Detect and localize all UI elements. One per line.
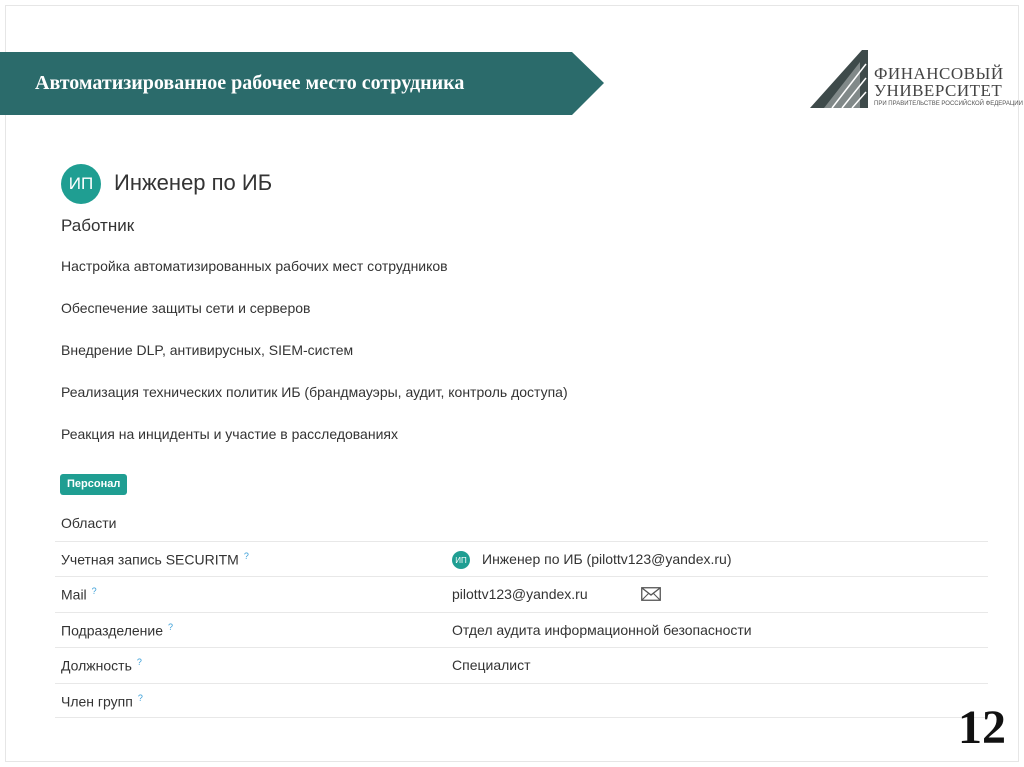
- logo-line-2: УНИВЕРСИТЕТ: [874, 81, 1003, 100]
- field-label: Должность ?: [61, 657, 142, 674]
- account-avatar: ИП: [452, 551, 470, 569]
- field-label: Mail ?: [61, 586, 97, 603]
- field-label: Член групп ?: [61, 693, 143, 710]
- field-label: Подразделение ?: [61, 622, 174, 639]
- account-link[interactable]: Инженер по ИБ (pilottv123@yandex.ru): [482, 551, 732, 567]
- help-icon[interactable]: ?: [168, 622, 174, 632]
- personnel-badge[interactable]: Персонал: [60, 474, 127, 495]
- university-logo: [810, 50, 1023, 114]
- field-label: Учетная запись SECURITM ?: [61, 551, 249, 568]
- field-row-mail: [55, 576, 988, 611]
- duty-item: Реакция на инциденты и участие в расследованиях: [61, 426, 398, 442]
- role-heading: Работник: [61, 216, 135, 235]
- field-row-position: [55, 647, 988, 682]
- field-row-groups: [55, 683, 988, 718]
- logo-line-1: ФИНАНСОВЫЙ: [874, 64, 1004, 83]
- field-row-account: [55, 541, 988, 576]
- department-value: Отдел аудита информационной безопасности: [452, 622, 752, 638]
- duty-item: Настройка автоматизированных рабочих мест сотрудников: [61, 258, 448, 274]
- profile-name: Инженер по ИБ: [114, 170, 273, 195]
- slide-title: Автоматизированное рабочее место сотрудника: [35, 72, 465, 94]
- logo-emblem-icon: [810, 50, 870, 112]
- duty-item: Реализация технических политик ИБ (брандмауэры, аудит, контроль доступа): [61, 384, 568, 400]
- page-number: 12: [958, 701, 1006, 754]
- logo-line-3: ПРИ ПРАВИТЕЛЬСТВЕ РОССИЙСКОЙ ФЕДЕРАЦИИ: [874, 101, 1023, 107]
- avatar-initials: ИП: [68, 174, 94, 193]
- position-value: Специалист: [452, 657, 531, 673]
- areas-label: Области: [61, 515, 117, 531]
- mail-value[interactable]: pilottv123@yandex.ru: [452, 586, 588, 602]
- help-icon[interactable]: ?: [91, 586, 97, 596]
- duty-item: Обеспечение защиты сети и серверов: [61, 300, 311, 316]
- help-icon[interactable]: ?: [137, 693, 143, 703]
- help-icon[interactable]: ?: [243, 551, 249, 561]
- field-row-department: [55, 612, 988, 647]
- avatar: [61, 164, 101, 204]
- help-icon[interactable]: ?: [136, 657, 142, 667]
- title-ribbon: [0, 52, 604, 115]
- duty-item: Внедрение DLP, антивирусных, SIEM-систем: [61, 342, 354, 358]
- envelope-icon[interactable]: [641, 587, 661, 601]
